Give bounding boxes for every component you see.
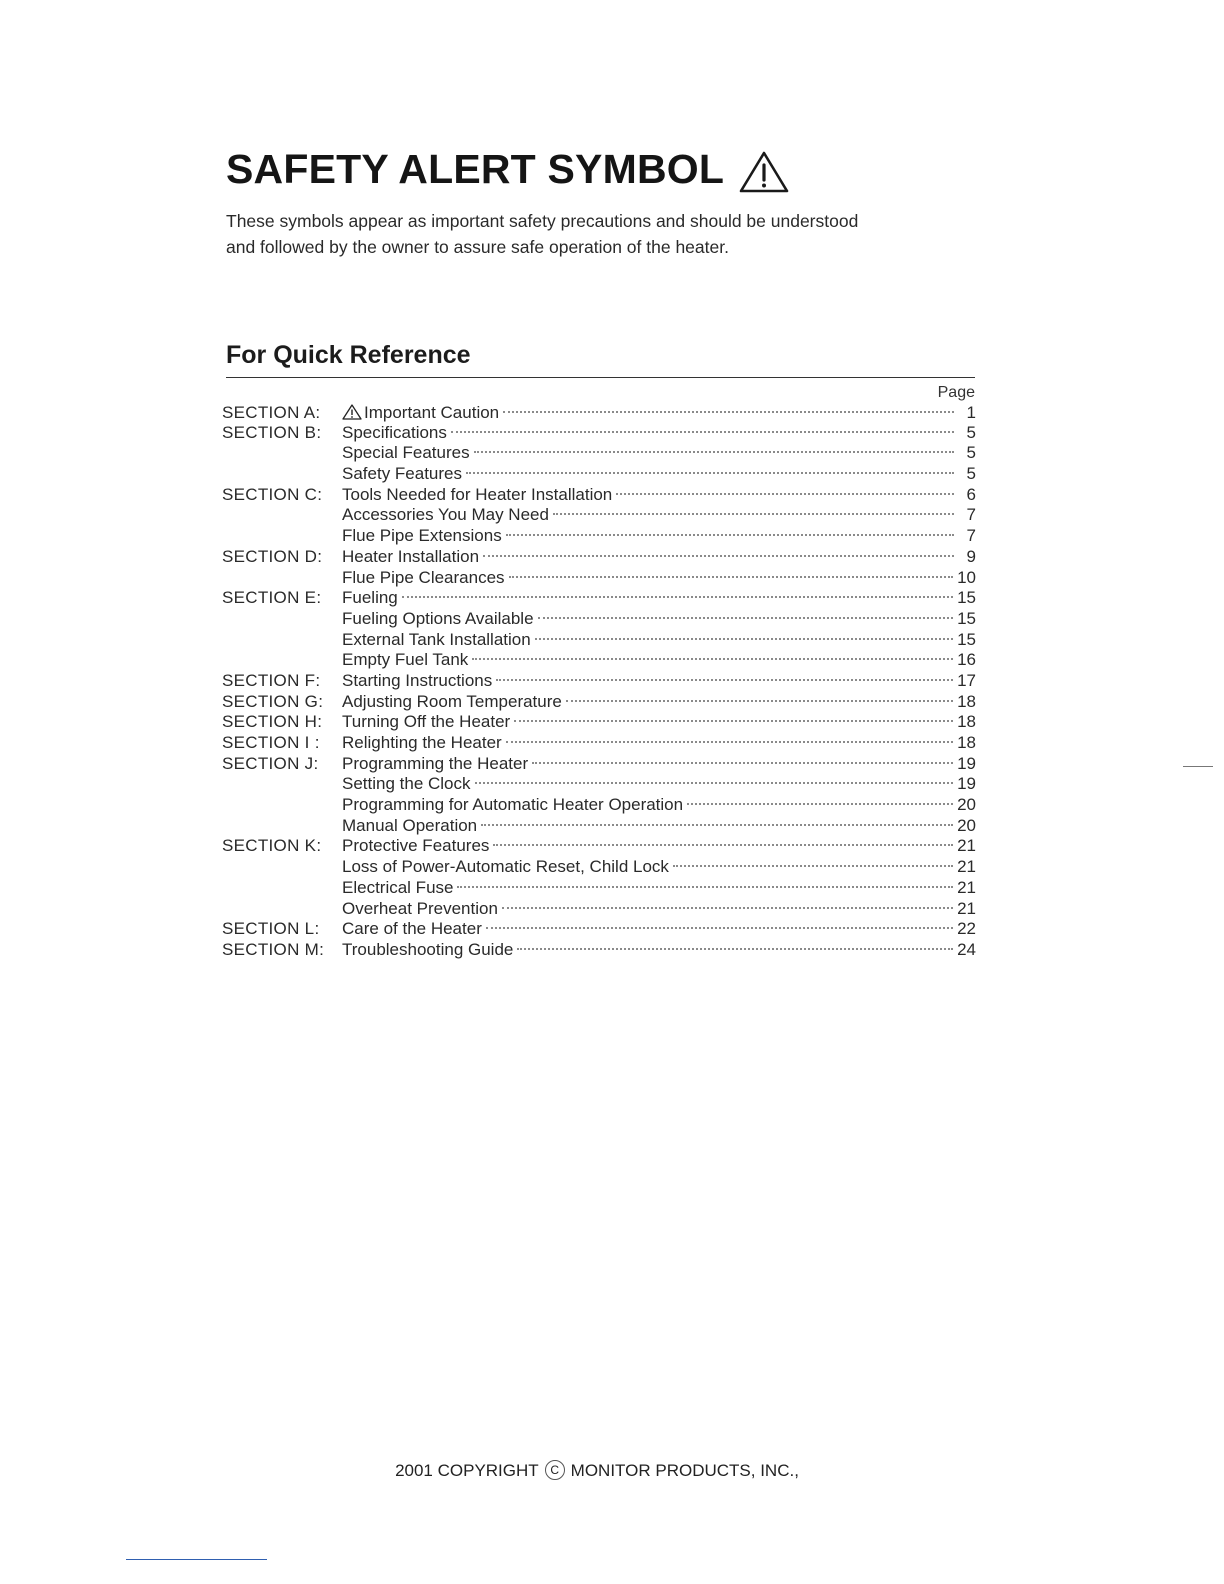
toc-entry: [342, 774, 471, 794]
toc-entry: [342, 712, 510, 732]
toc-section-label: SECTION B:: [222, 422, 322, 442]
toc-entry: [342, 816, 477, 836]
toc-page-number: 21: [957, 857, 976, 877]
toc-entry: [342, 754, 528, 774]
toc-row: [222, 899, 976, 920]
dot-leader: [502, 907, 953, 909]
toc-entry: [342, 588, 398, 608]
toc-entry-title: Turning Off the Heater: [342, 712, 511, 732]
quick-reference-heading: For Quick Reference: [226, 341, 471, 369]
toc-section-label: SECTION D:: [222, 546, 323, 566]
toc-page-number: 21: [957, 877, 976, 897]
dot-leader: [616, 493, 954, 495]
dot-leader: [566, 700, 953, 702]
toc-section-label: SECTION K:: [222, 836, 322, 856]
toc-entry-title: Safety Features: [342, 464, 463, 484]
toc-page-number: 22: [957, 919, 976, 939]
toc-entry: [342, 899, 498, 919]
toc-entry-title: Programming the Heater: [342, 753, 529, 773]
toc-entry-title: Starting Instructions: [342, 670, 493, 690]
toc-page-number: 24: [957, 939, 976, 959]
toc-section-label: SECTION A:: [222, 403, 321, 422]
toc-section-label: SECTION E:: [222, 588, 322, 608]
toc-entry-title: Heater Installation: [342, 546, 480, 566]
toc-section-label: SECTION L:: [222, 919, 320, 939]
toc-page-number: 19: [957, 753, 976, 773]
toc-section-label: SECTION M:: [222, 939, 325, 959]
toc-row: [222, 712, 976, 733]
dot-leader: [509, 576, 954, 578]
toc-row: [222, 402, 976, 423]
toc-page-number: 17: [957, 670, 976, 690]
dot-leader: [535, 638, 953, 640]
toc-page-number: 21: [957, 898, 976, 918]
copyright-year-text: 2001 COPYRIGHT: [395, 1461, 539, 1480]
toc-entry: [342, 940, 513, 960]
toc-page-number: 9: [966, 546, 976, 566]
toc-entry: [342, 423, 447, 443]
toc-page-number: 6: [966, 484, 976, 504]
table-of-contents: [222, 402, 976, 961]
heading-divider: [226, 377, 975, 378]
toc-row: [222, 443, 976, 464]
dot-leader: [483, 555, 954, 557]
toc-entry: [342, 671, 492, 691]
dot-leader: [474, 451, 954, 453]
toc-entry-title: Fueling: [342, 588, 398, 608]
dot-leader: [687, 803, 953, 805]
dot-leader: [475, 782, 954, 784]
toc-entry: [342, 505, 549, 525]
toc-entry-title: Flue Pipe Clearances: [342, 567, 505, 587]
dot-leader: [538, 617, 954, 619]
toc-entry-title: Relighting the Heater: [342, 733, 502, 752]
dot-leader: [472, 658, 953, 660]
page-title-text: SAFETY ALERT SYMBOL: [226, 146, 725, 192]
toc-row: [222, 464, 976, 485]
toc-entry-title: Electrical Fuse: [342, 877, 454, 897]
dot-leader: [466, 472, 954, 474]
toc-row: [222, 795, 976, 816]
toc-page-number: 18: [957, 733, 976, 752]
toc-row: [222, 609, 976, 630]
toc-entry-title: Overheat Prevention: [342, 898, 498, 918]
toc-entry: [342, 443, 470, 463]
toc-page-number: 16: [957, 650, 976, 670]
toc-row: [222, 547, 976, 568]
dot-leader: [481, 824, 953, 826]
edge-mark: [1183, 766, 1213, 767]
dot-leader: [503, 411, 954, 413]
toc-page-number: 15: [957, 608, 976, 628]
toc-section-label: SECTION I :: [222, 733, 320, 752]
toc-entry-title: Care of the Heater: [342, 919, 482, 939]
toc-page-number: 5: [966, 422, 976, 442]
warning-triangle-icon: [342, 404, 362, 420]
toc-page-number: 21: [957, 836, 976, 856]
toc-row: [222, 423, 976, 444]
toc-entry: [342, 919, 482, 939]
toc-row: [222, 650, 976, 671]
toc-row: [222, 857, 976, 878]
toc-row: [222, 878, 976, 899]
intro-line: and followed by the owner to assure safe operation of the heater.: [226, 237, 729, 257]
toc-entry-title: Specifications: [342, 422, 447, 442]
toc-entry: [342, 733, 502, 753]
toc-entry: [342, 464, 462, 484]
toc-section-label: SECTION G:: [222, 691, 324, 711]
toc-row: [222, 485, 976, 506]
toc-section-label: SECTION H:: [222, 712, 323, 732]
toc-row: [222, 505, 976, 526]
page-column-label: Page: [937, 384, 975, 401]
toc-entry-title: Special Features: [342, 443, 470, 463]
toc-entry: [342, 402, 499, 423]
page-title: [226, 146, 790, 193]
toc-section-label: SECTION F:: [222, 670, 321, 690]
toc-entry-title: Adjusting Room Temperature: [342, 691, 562, 711]
toc-entry: [342, 836, 489, 856]
dot-leader: [517, 948, 953, 950]
toc-page-number: 5: [966, 443, 976, 463]
intro-line: These symbols appear as important safety precautions and should be understood: [226, 211, 859, 231]
toc-entry-title: Tools Needed for Heater Installation: [342, 484, 613, 504]
toc-page-number: 18: [957, 712, 976, 732]
toc-row: [222, 836, 976, 857]
toc-entry: [342, 692, 562, 712]
dot-leader: [402, 596, 953, 598]
toc-page-number: 7: [966, 505, 976, 525]
toc-page-number: 20: [957, 815, 976, 835]
toc-row: [222, 733, 976, 754]
toc-page-number: 7: [966, 526, 976, 546]
toc-page-number: 1: [966, 403, 976, 422]
toc-entry: [342, 878, 453, 898]
toc-row: [222, 816, 976, 837]
toc-page-number: 5: [966, 464, 976, 484]
toc-entry-title: Flue Pipe Extensions: [342, 526, 502, 546]
toc-entry: [342, 485, 612, 505]
toc-entry-title: Protective Features: [342, 836, 490, 856]
dot-leader: [553, 513, 954, 515]
toc-page-number: 10: [957, 567, 976, 587]
dot-leader: [532, 762, 953, 764]
toc-page-number: 20: [957, 795, 976, 815]
toc-row: [222, 588, 976, 609]
dot-leader: [496, 679, 953, 681]
dot-leader: [486, 927, 953, 929]
toc-entry: [342, 630, 531, 650]
bottom-rule: [126, 1559, 267, 1560]
toc-entry-title: Empty Fuel Tank: [342, 650, 469, 670]
toc-entry: [342, 547, 479, 567]
toc-entry-title: External Tank Installation: [342, 629, 531, 649]
toc-section-label: SECTION C:: [222, 484, 323, 504]
toc-entry: [342, 857, 669, 877]
toc-entry-title: Loss of Power-Automatic Reset, Child Lock: [342, 857, 669, 877]
warning-triangle-icon: [738, 150, 790, 194]
toc-entry: [342, 650, 468, 670]
dot-leader: [451, 431, 954, 433]
toc-row: [222, 754, 976, 775]
copyright-company: MONITOR PRODUCTS, INC.,: [570, 1461, 799, 1480]
toc-row: [222, 774, 976, 795]
dot-leader: [673, 865, 953, 867]
toc-page-number: 18: [957, 691, 976, 711]
toc-entry-title: Troubleshooting Guide: [342, 939, 514, 959]
copyright-icon: C: [545, 1460, 565, 1480]
toc-entry: [342, 795, 683, 815]
intro-text: [226, 208, 986, 260]
toc-entry-title: Programming for Automatic Heater Operation: [342, 795, 684, 815]
toc-entry: [342, 568, 505, 588]
toc-entry-title: Important Caution: [364, 403, 500, 422]
toc-row: [222, 692, 976, 713]
copyright-footer: [0, 1461, 1194, 1482]
toc-entry: [342, 526, 502, 546]
toc-row: [222, 671, 976, 692]
toc-entry-title: Accessories You May Need: [342, 505, 549, 525]
toc-row: [222, 940, 976, 961]
dot-leader: [514, 720, 953, 722]
toc-entry: [342, 609, 534, 629]
toc-row: [222, 630, 976, 651]
toc-page-number: 19: [957, 774, 976, 794]
dot-leader: [493, 844, 953, 846]
toc-entry-title: Manual Operation: [342, 815, 478, 835]
dot-leader: [506, 534, 954, 536]
dot-leader: [506, 741, 953, 743]
toc-row: [222, 526, 976, 547]
toc-row: [222, 919, 976, 940]
toc-page-number: 15: [957, 629, 976, 649]
dot-leader: [457, 886, 953, 888]
toc-row: [222, 568, 976, 589]
toc-section-label: SECTION J:: [222, 753, 319, 773]
toc-page-number: 15: [957, 588, 976, 608]
toc-entry-title: Setting the Clock: [342, 774, 471, 794]
toc-entry-title: Fueling Options Available: [342, 608, 534, 628]
